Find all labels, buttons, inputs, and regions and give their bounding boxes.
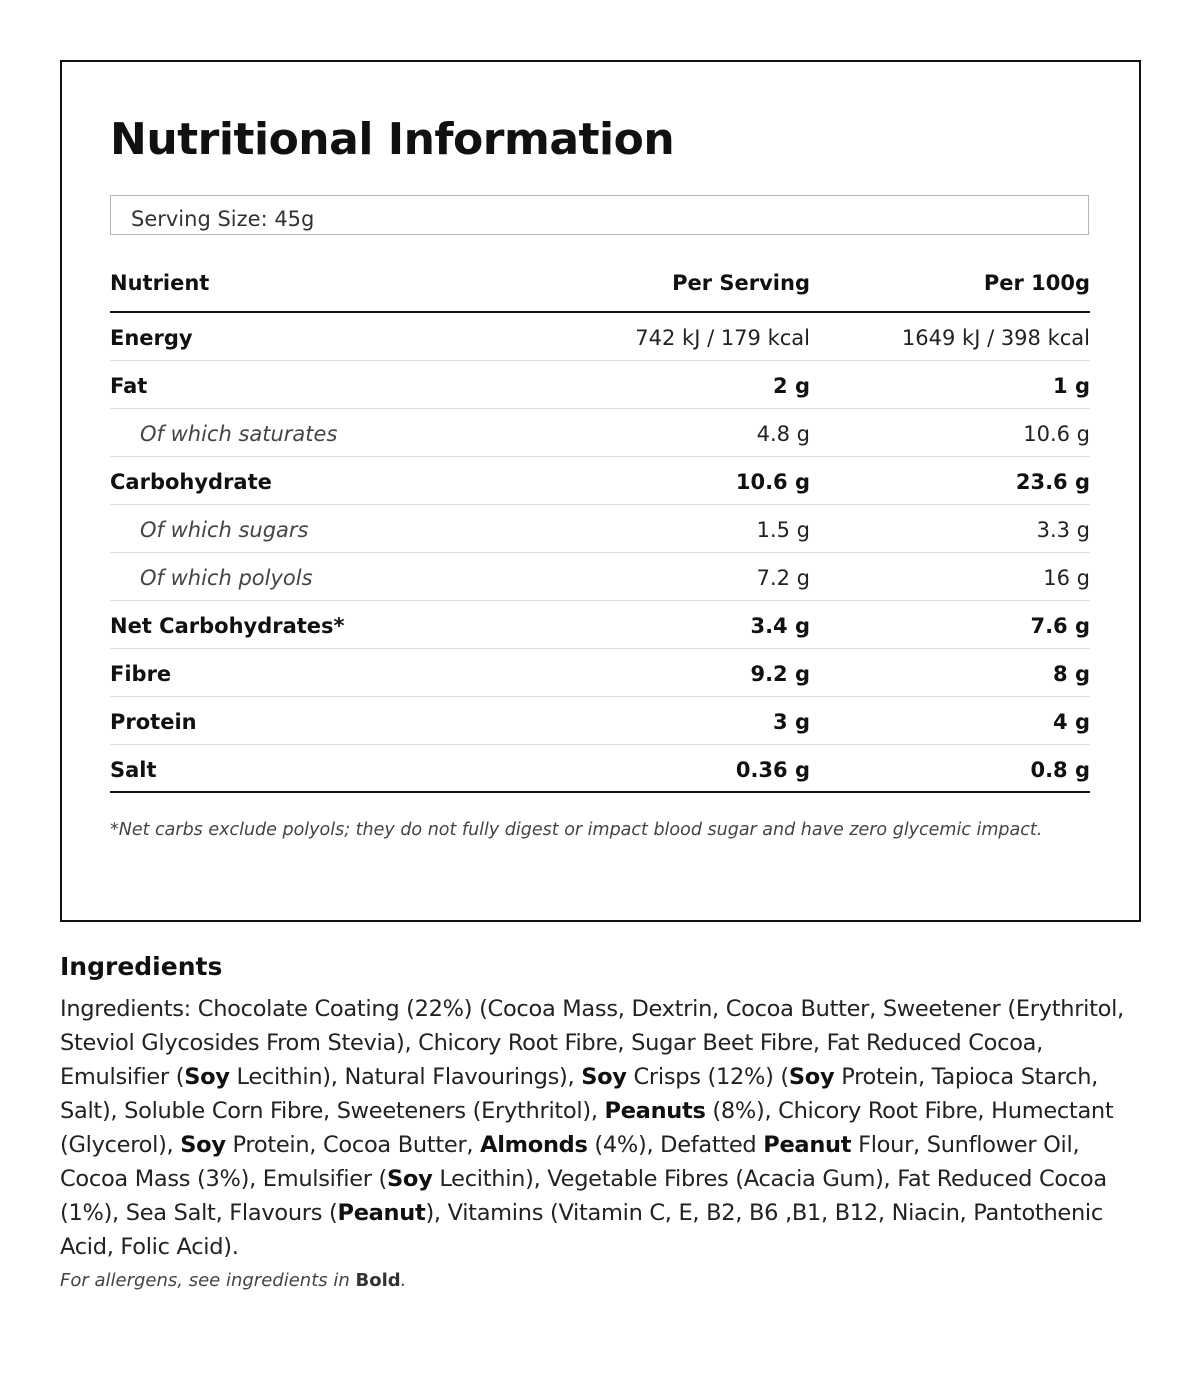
nutrition-panel bbox=[60, 60, 1141, 922]
nutrient-name: Net Carbohydrates* bbox=[110, 614, 345, 638]
per-100g-value: 3.3 g bbox=[1036, 518, 1090, 542]
table-row-salt bbox=[110, 745, 1090, 793]
ingredients-segment: Flour, Sunflower Oil, Cocoa Mass (3%), Emulsifier ( bbox=[60, 1132, 1080, 1192]
nutrient-name: Salt bbox=[110, 758, 157, 782]
nutrient-name: Fat bbox=[110, 374, 148, 398]
allergen-note-bold: Bold bbox=[355, 1270, 401, 1291]
ingredients-text bbox=[60, 992, 1145, 1264]
allergen-almonds: Almonds bbox=[480, 1132, 588, 1158]
ingredients-segment: Protein, Cocoa Butter, bbox=[225, 1132, 481, 1158]
per-100g-value: 16 g bbox=[1043, 566, 1090, 590]
header-nutrient: Nutrient bbox=[110, 271, 210, 295]
allergen-soy: Soy bbox=[387, 1166, 433, 1192]
per-100g-value: 23.6 g bbox=[1015, 470, 1090, 494]
net-carbs-footnote: *Net carbs exclude polyols; they do not fully digest or impact blood sugar and have zero glycemic impact. bbox=[110, 820, 1043, 840]
serving-size-box: Serving Size: 45g bbox=[110, 195, 1089, 235]
nutrient-name: Carbohydrate bbox=[110, 470, 272, 494]
ingredients-segment: (4%), Defatted bbox=[587, 1132, 764, 1158]
per-100g-value: 1 g bbox=[1053, 374, 1090, 398]
nutrient-name: Of which saturates bbox=[140, 422, 338, 446]
table-row-fat bbox=[110, 361, 1090, 409]
per-serving-value: 742 kJ / 179 kcal bbox=[635, 326, 810, 350]
per-serving-value: 4.8 g bbox=[756, 422, 810, 446]
nutrient-name: Of which polyols bbox=[140, 566, 313, 590]
table-row-sugars bbox=[110, 505, 1090, 553]
per-serving-value: 9.2 g bbox=[750, 662, 810, 686]
allergen-note bbox=[60, 1270, 406, 1291]
allergen-note-suffix: . bbox=[400, 1270, 407, 1291]
per-serving-value: 10.6 g bbox=[735, 470, 810, 494]
ingredients-segment: (8%), Chicory Root Fibre, Humectant (Glycerol), bbox=[60, 1098, 1114, 1158]
ingredients-segment: Lecithin), Vegetable Fibres (Acacia Gum), Fat Reduced Cocoa (1%), Sea Salt, Flavours ( bbox=[60, 1166, 1107, 1226]
ingredients-segment: ), Vitamins (Vitamin C, E, B2, B6 ,B1, B12, Niacin, Pantothenic Acid, Folic Acid). bbox=[60, 1200, 1103, 1260]
table-row-energy bbox=[110, 313, 1090, 361]
nutrition-title: Nutritional Information bbox=[110, 114, 675, 165]
per-100g-value: 10.6 g bbox=[1023, 422, 1090, 446]
allergen-peanuts: Peanuts bbox=[604, 1098, 706, 1124]
allergen-note-prefix: For allergens, see ingredients in bbox=[60, 1270, 356, 1291]
per-100g-value: 8 g bbox=[1053, 662, 1090, 686]
table-header-row bbox=[110, 258, 1090, 313]
table-row-polyols bbox=[110, 553, 1090, 601]
ingredients-segment: Lecithin), Natural Flavourings), bbox=[229, 1064, 582, 1090]
ingredients-title: Ingredients bbox=[60, 952, 223, 981]
nutrient-name: Of which sugars bbox=[140, 518, 309, 542]
allergen-soy: Soy bbox=[184, 1064, 230, 1090]
per-serving-value: 7.2 g bbox=[756, 566, 810, 590]
allergen-peanut: Peanut bbox=[337, 1200, 426, 1226]
header-per-100g: Per 100g bbox=[983, 271, 1090, 295]
ingredients-segment: Ingredients: Chocolate Coating (22%) (Cocoa Mass, Dextrin, Cocoa Butter, Sweetener (Erythritol, Steviol Glycosides From Stevia), Chicory Root Fibre, Sugar Beet Fibre, Fat Reduced Cocoa, Emulsifier ( bbox=[60, 996, 1124, 1090]
per-serving-value: 3.4 g bbox=[750, 614, 810, 638]
ingredients-segment: Protein, Tapioca Starch, Salt), Soluble Corn Fibre, Sweeteners (Erythritol), bbox=[60, 1064, 1099, 1124]
table-row-protein bbox=[110, 697, 1090, 745]
nutrient-name: Energy bbox=[110, 326, 193, 350]
nutrient-name: Protein bbox=[110, 710, 197, 734]
table-row-net-carbohydrates bbox=[110, 601, 1090, 649]
allergen-soy: Soy bbox=[180, 1132, 226, 1158]
per-serving-value: 3 g bbox=[773, 710, 810, 734]
per-serving-value: 0.36 g bbox=[735, 758, 810, 782]
per-100g-value: 1649 kJ / 398 kcal bbox=[901, 326, 1090, 350]
table-row-fibre bbox=[110, 649, 1090, 697]
allergen-soy: Soy bbox=[788, 1064, 835, 1090]
per-serving-value: 1.5 g bbox=[756, 518, 810, 542]
per-serving-value: 2 g bbox=[773, 374, 810, 398]
table-row-saturates bbox=[110, 409, 1090, 457]
per-100g-value: 7.6 g bbox=[1030, 614, 1090, 638]
table-row-carbohydrate bbox=[110, 457, 1090, 505]
ingredients-segment: Crisps (12%) ( bbox=[626, 1064, 789, 1090]
nutrient-name: Fibre bbox=[110, 662, 172, 686]
header-per-serving: Per Serving bbox=[672, 271, 810, 295]
nutrition-table bbox=[110, 258, 1090, 793]
allergen-peanut: Peanut bbox=[763, 1132, 852, 1158]
allergen-soy: Soy bbox=[581, 1064, 627, 1090]
per-100g-value: 0.8 g bbox=[1030, 758, 1090, 782]
per-100g-value: 4 g bbox=[1053, 710, 1090, 734]
